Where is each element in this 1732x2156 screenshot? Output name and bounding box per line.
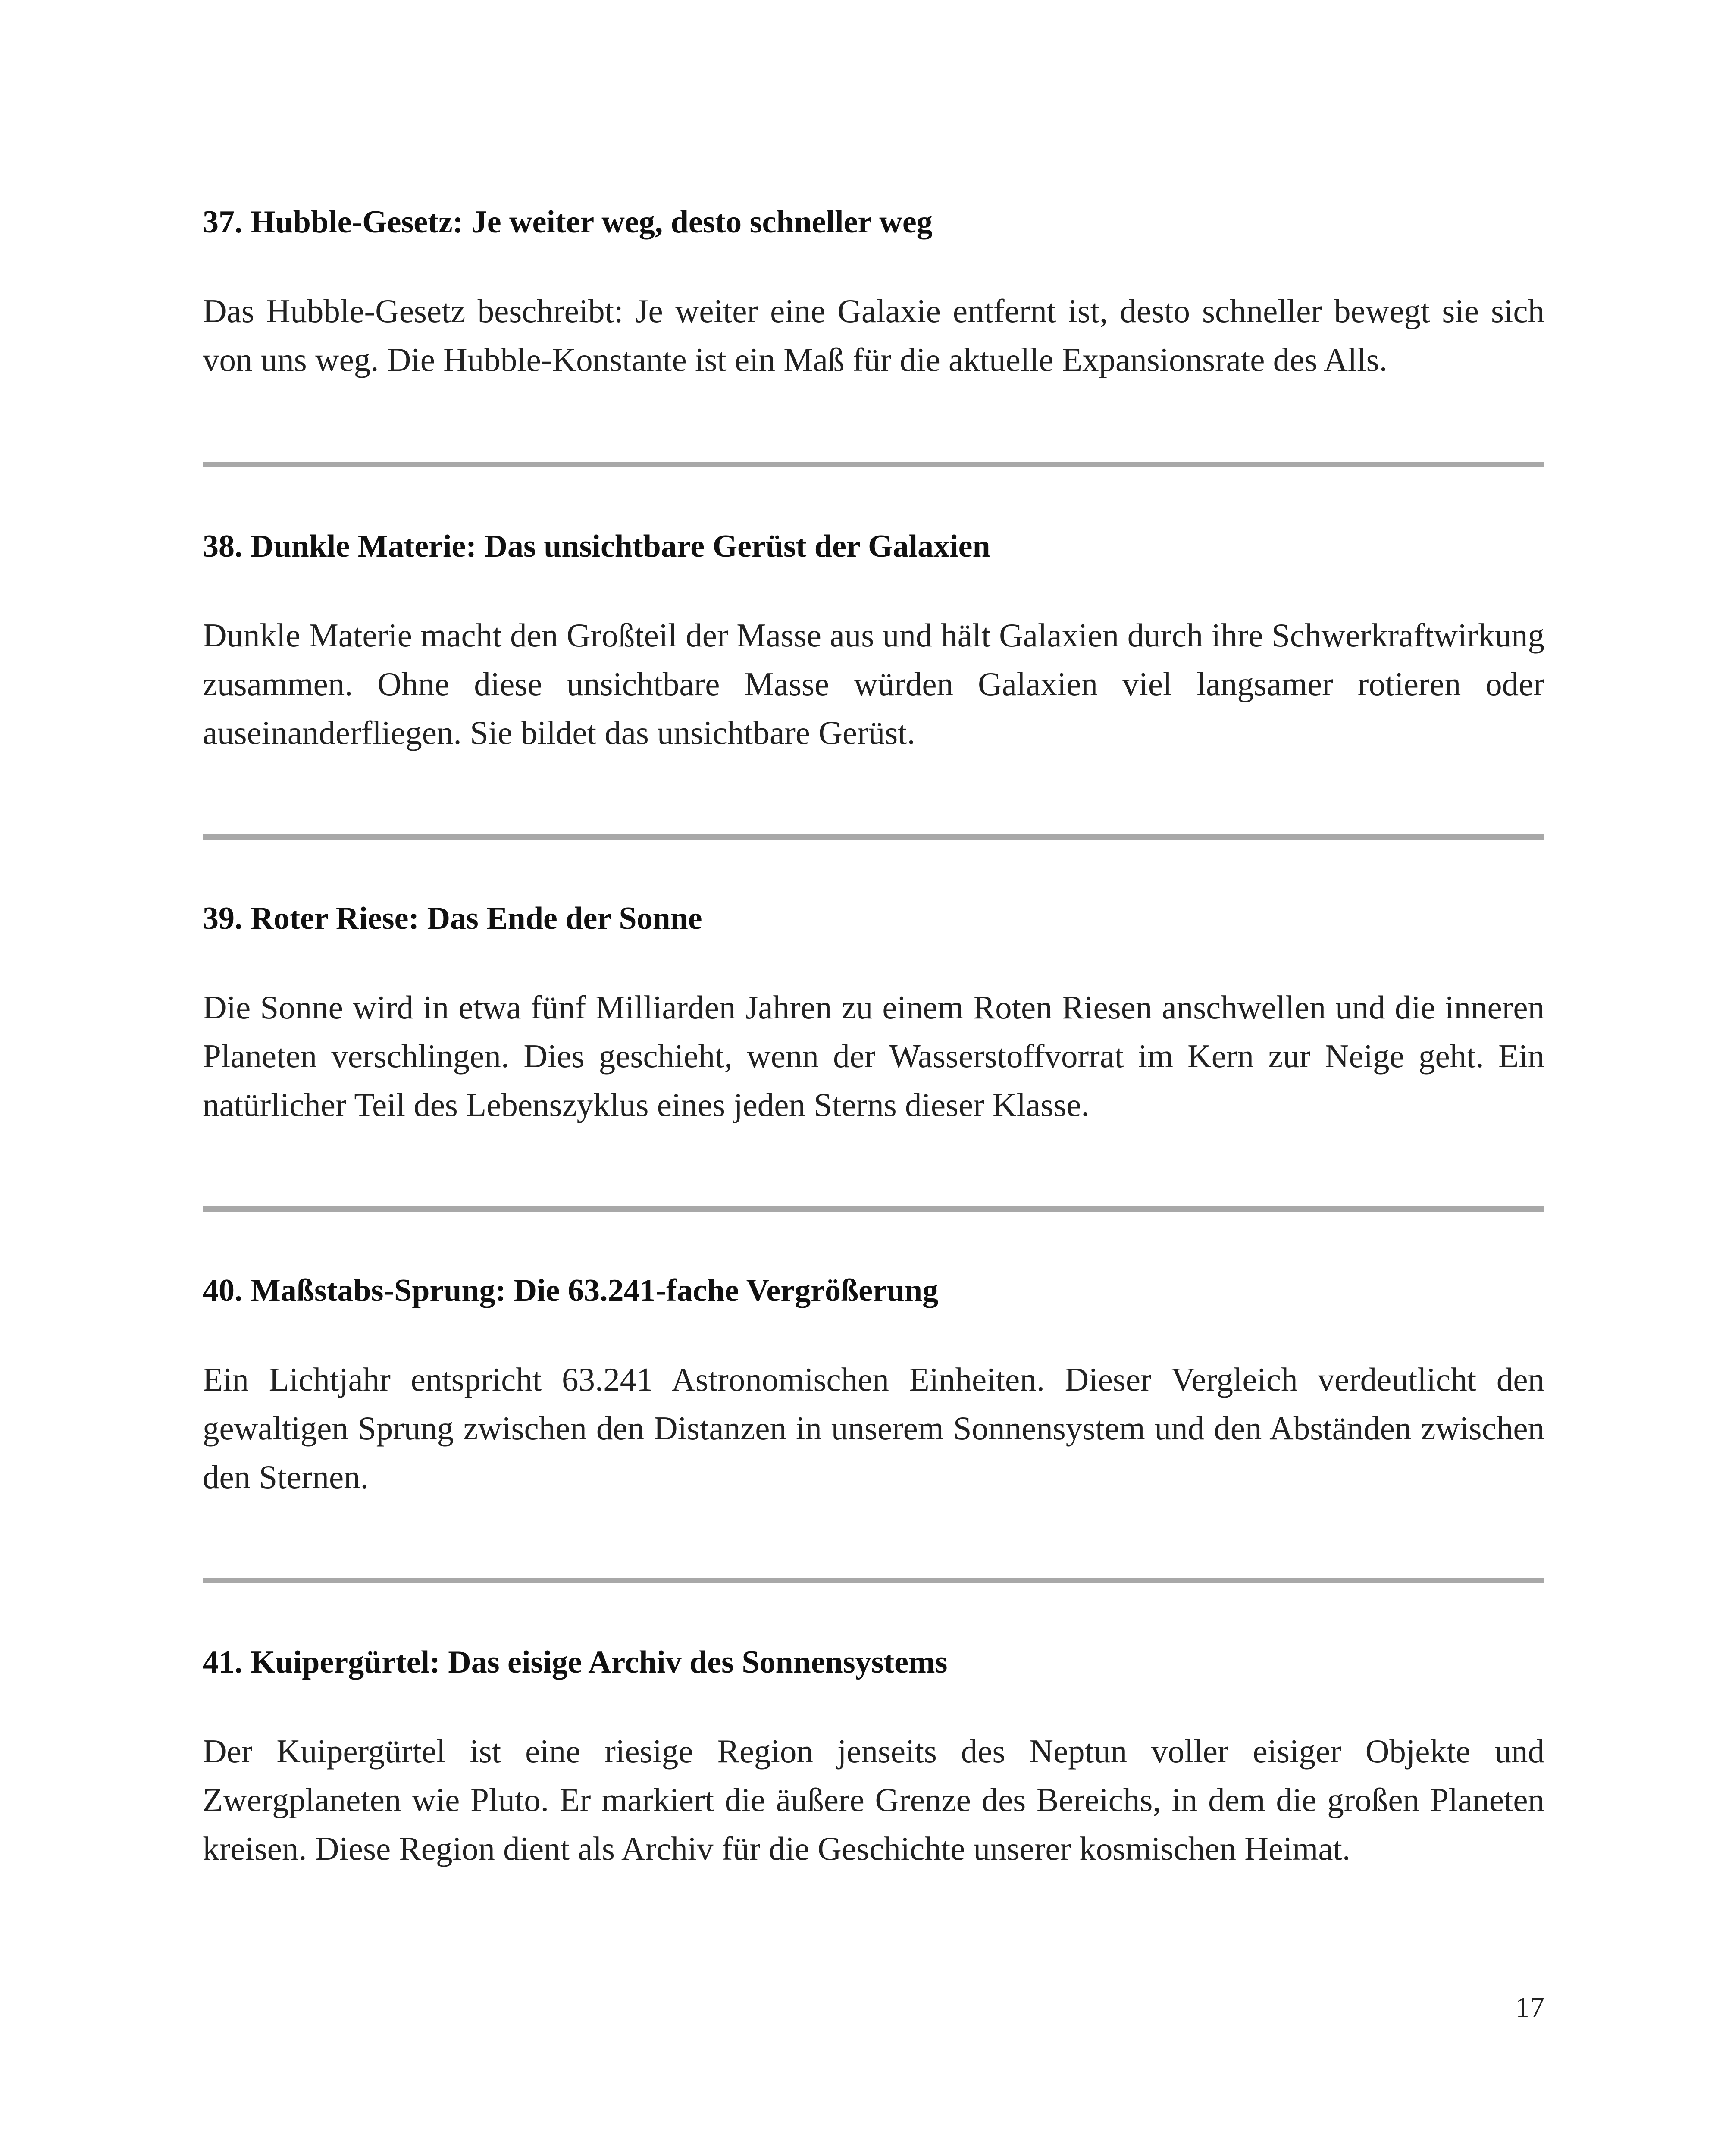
- section-heading: 37. Hubble-Gesetz: Je weiter weg, desto schneller weg: [203, 204, 933, 240]
- section-37: [203, 203, 1544, 384]
- section-heading: 38. Dunkle Materie: Das unsichtbare Gerüst der Galaxien: [203, 529, 990, 564]
- section-divider: [203, 834, 1544, 840]
- section-body: Die Sonne wird in etwa fünf Milliarden Jahren zu einem Roten Riesen anschwellen und die inneren Planeten verschlingen. Dies geschieht, wenn der Wasserstoffvorrat im Kern zur Neige geht. Ein natürlicher Teil des Lebenszyklus eines jeden Sterns dieser Klasse.: [203, 989, 1544, 1123]
- section-38: [203, 527, 1544, 757]
- section-heading: 39. Roter Riese: Das Ende der Sonne: [203, 901, 702, 936]
- page-number: 17: [1515, 1991, 1544, 2024]
- section-body: Der Kuipergürtel ist eine riesige Region jenseits des Neptun voller eisiger Objekte und Zwergplaneten wie Pluto. Er markiert die äußere Grenze des Bereichs, in dem die großen Planeten kreisen. Diese Region dient als Archiv für die Geschichte unserer kosmischen Heimat.: [203, 1733, 1544, 1867]
- section-heading: 40. Maßstabs-Sprung: Die 63.241-fache Vergrößerung: [203, 1273, 939, 1308]
- section-40: [203, 1271, 1544, 1501]
- section-divider: [203, 1206, 1544, 1212]
- section-41: [203, 1643, 1544, 1873]
- section-body: Das Hubble-Gesetz beschreibt: Je weiter eine Galaxie entfernt ist, desto schneller bewegt sie sich von uns weg. Die Hubble-Konstante ist ein Maß für die aktuelle Expansionsrate des Alls.: [203, 292, 1544, 378]
- section-body: Ein Lichtjahr entspricht 63.241 Astronomischen Einheiten. Dieser Vergleich verdeutlicht den gewaltigen Sprung zwischen den Distanzen in unserem Sonnensystem und den Abständen zwischen den Sternen.: [203, 1361, 1544, 1495]
- section-body: Dunkle Materie macht den Großteil der Masse aus und hält Galaxien durch ihre Schwerkraftwirkung zusammen. Ohne diese unsichtbare Masse würden Galaxien viel langsamer rotieren oder auseinanderfliegen. Sie bildet das unsichtbare Gerüst.: [203, 617, 1544, 751]
- section-divider: [203, 1578, 1544, 1583]
- section-39: [203, 899, 1544, 1129]
- section-divider: [203, 462, 1544, 467]
- section-heading: 41. Kuipergürtel: Das eisige Archiv des Sonnensystems: [203, 1645, 948, 1680]
